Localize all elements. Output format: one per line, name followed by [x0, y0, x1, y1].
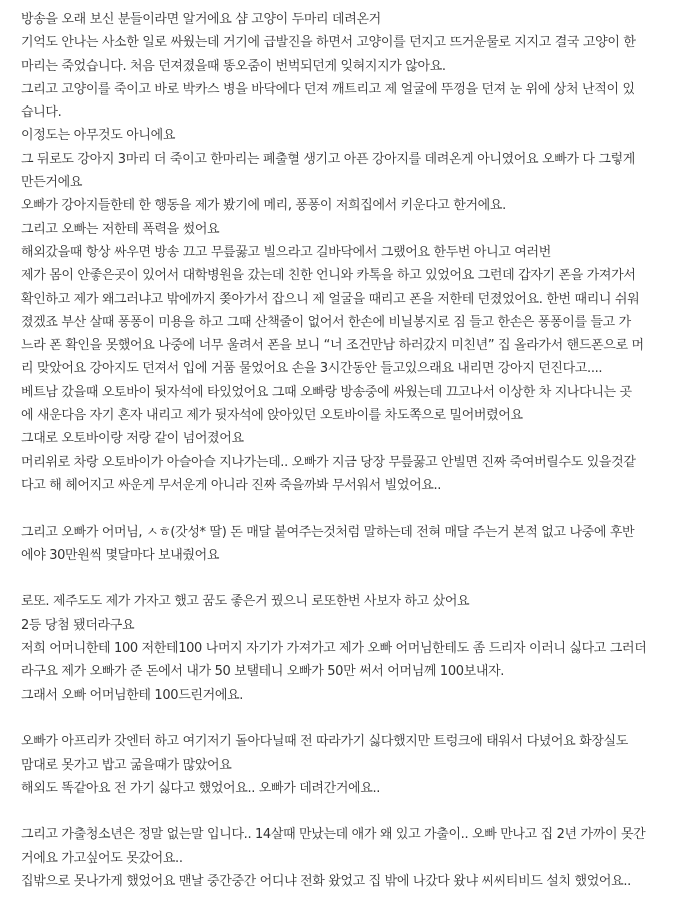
text-line: 그리고 고양이를 죽이고 바로 박카스 병을 바닥에다 던져 깨트리고 제 얼굴에 뚜껑을 던져 눈 위에 상처 난적이 있 — [21, 81, 635, 97]
text-line: 느라 폰 확인을 못했어요 나중에 너무 울려서 폰을 보니 “너 조건만남 하러갔지 미친년” 집 올라가서 핸드폰으로 머 — [21, 338, 644, 354]
text-line: 습니다. — [21, 105, 62, 121]
text-line: 방송을 오래 보신 분들이라면 알거에요 샴 고양이 두마리 데려온거 — [21, 12, 381, 27]
text-line: 에 새운다음 자기 혼자 내리고 제가 뒷자석에 앉아있던 오토바이를 차도쪽으로 밀어버렸어요 — [21, 408, 523, 424]
text-line: 맘대로 못가고 밥고 굶을때가 많았어요 — [21, 757, 232, 773]
text-line: 집밖으로 못나가게 했었어요 맨날 중간중간 어디냐 전화 왔었고 집 밖에 나갔다 왔냐 씨씨티비드 설치 했었어요.. — [21, 873, 631, 889]
text-line: 그리고 가출청소년은 정말 없는말 입니다.. 14살때 만났는데 애가 왜 있고 가출이.. 오빠 만나고 집 2년 가까이 못간 — [21, 827, 646, 843]
text-line: 그 뒤로도 강아지 3마리 더 죽이고 한마리는 폐출혈 생기고 아픈 강아지를 데려온게 아니였어요 오빠가 다 그렇게 — [21, 151, 636, 167]
text-line: 그리고 오빠가 어머님, ㅅㅎ(갓성* 딸) 돈 매달 붙여주는것처럼 말하는데 전혀 매달 주는거 본적 없고 나중에 후반 — [21, 524, 635, 540]
text-line: 다고 해 헤어지고 싸운게 무서운게 아니라 진짜 죽을까봐 무서워서 빌었어요.. — [21, 477, 442, 493]
text-line: 로또. 제주도도 제가 가자고 했고 꿈도 좋은거 꿨으니 로또한번 사보자 하고 샀어요 — [21, 594, 470, 610]
text-line: 2등 당첨 됐더라구요 — [21, 617, 135, 633]
text-line: 거에요 가고싶어도 못갔어요.. — [21, 850, 183, 866]
text-line: 해외도 똑같아요 전 가기 싫다고 했었어요.. 오빠가 데려간거에요.. — [21, 780, 381, 796]
text-line: 저희 어머니한테 100 저한테100 나머지 자기가 가져가고 제가 오빠 어머님한테도 좀 드리자 이러니 싫다고 그러더 — [21, 641, 647, 657]
text-line: 해외갔을때 항상 싸우면 방송 끄고 무릎꿇고 빌으라고 길바닥에서 그랬어요 한두번 아니고 여러번 — [21, 244, 551, 260]
text-line: 마리는 죽었습니다. 처음 던져졌을때 똥오줌이 번벅되던게 잊혀지지가 않아요. — [21, 58, 446, 74]
text-line: 오빠가 아프리카 갓엔터 하고 여기저기 돌아다닐때 전 따라가기 싫다했지만 트렁크에 태워서 다녔어요 화장실도 — [21, 734, 628, 750]
paragraph-gap — [21, 567, 673, 590]
text-line: 제가 몸이 안좋은곳이 있어서 대학병원을 갔는데 친한 언니와 카톡을 하고 있었어요 그런데 갑자기 폰을 가져가서 — [21, 268, 636, 284]
text-line: 기억도 안나는 사소한 일로 싸웠는데 거기에 급발진을 하면서 고양이를 던지고 뜨거운물로 지지고 결국 고양이 한 — [21, 35, 636, 51]
text-line: 그래서 오빠 어머님한테 100드린거에요. — [21, 687, 244, 703]
text-line: 졌겠죠 부산 살때 퐁퐁이 미용을 하고 그때 산책줄이 없어서 한손에 비닐봉지로 짐 들고 한손은 퐁퐁이를 들고 가 — [21, 314, 631, 330]
text-line: 확인하고 제가 왜그러냐고 밖에까지 쫒아가서 잡으니 제 얼굴을 때리고 폰을 저한테 던졌었어요. 한번 때리니 쉬워 — [21, 291, 640, 307]
text-line: 만든거에요 — [21, 175, 83, 191]
text-line: 그대로 오토바이랑 저랑 같이 넘어졌어요 — [21, 431, 244, 447]
text-line: 이정도는 아무것도 아니에요 — [21, 128, 176, 144]
paragraph-gap — [21, 497, 673, 520]
text-line: 베트남 갔을때 오토바이 뒷자석에 타있었어요 그때 오빠랑 방송중에 싸웠는데 끄고나서 이상한 차 지나다니는 곳 — [21, 384, 632, 400]
text-line: 라구요 제가 오빠가 준 돈에서 내가 50 보탤테니 오빠가 50만 써서 어머님께 100보내자. — [21, 664, 505, 680]
text-line: 머리위로 차랑 오토바이가 아슬아슬 지나가는데.. 오빠가 지금 당장 무릎꿇고 안빌면 진짜 죽여버릴수도 있을것같 — [21, 454, 636, 470]
text-line: 에야 30만원씩 몇달마다 보내줬어요 — [21, 547, 220, 563]
paragraph-gap — [21, 707, 673, 730]
text-line: 리 맞았어요 강아지도 던져서 입에 거품 물었어요 손을 3시간동안 들고있으래요 내리면 강아지 던진다고.... — [21, 361, 603, 377]
paragraph-gap — [21, 800, 673, 823]
text-line: 오빠가 강아지들한테 한 행동을 제가 봤기에 메리, 퐁퐁이 저희집에서 키운다고 한거에요. — [21, 198, 506, 214]
text-line: 그리고 오빠는 저한테 폭력을 썼어요 — [21, 221, 220, 237]
